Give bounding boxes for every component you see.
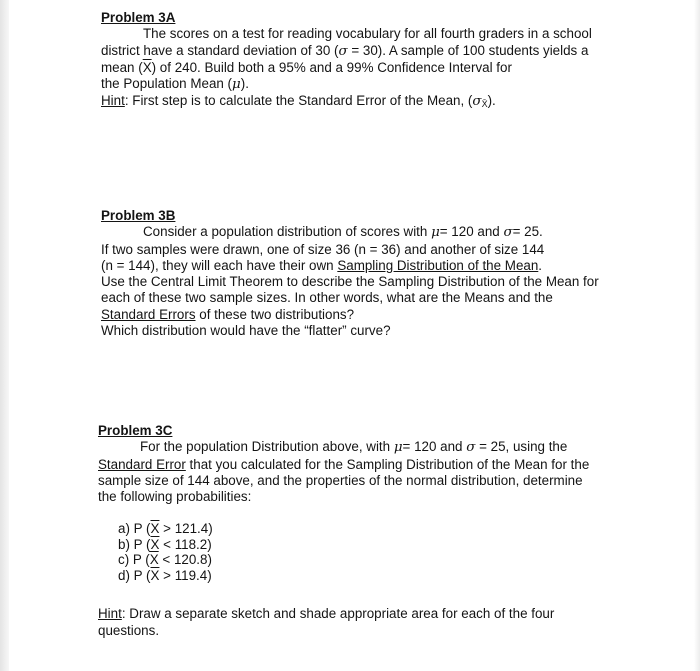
text-segment: = 120 and: [439, 224, 504, 240]
text-segment: : Draw a separate sketch and shade appropriate area for each of the four: [121, 606, 555, 622]
text-segment: of these two distributions?: [195, 306, 355, 322]
mu-symbol: μ: [393, 440, 403, 456]
text-segment: > 121.4): [159, 521, 213, 537]
problem-3b-line-4: Use the Central Limit Theorem to describe the Sampling Distribution of the Mean for: [101, 274, 599, 290]
problem-3b-line-6: [101, 307, 661, 323]
standard-errors-term: Standard Errors: [101, 306, 196, 322]
text-segment: > 119.4): [159, 567, 212, 583]
text-segment: = 120 and: [402, 439, 467, 455]
x-bar-symbol: $\overline{X}$: [150, 536, 160, 552]
x-bar-symbol: $\overline{X}$: [149, 552, 159, 568]
probability-list: [98, 521, 658, 583]
text-segment: = 30). A sample of 100 students yields a: [347, 42, 589, 58]
text-segment: c) P (: [118, 552, 150, 568]
x-bar-symbol: $\overline{X}$: [150, 521, 160, 537]
problem-3a: [101, 10, 661, 113]
problem-3c-line-2: [98, 457, 658, 473]
text-segment: < 118.2): [159, 536, 212, 552]
mu-symbol: μ: [431, 225, 440, 241]
sampling-distribution-term: Sampling Distribution of the Mean: [337, 257, 539, 273]
text-segment: mean (: [101, 59, 143, 75]
problem-3c-hint-line-1: [98, 606, 658, 622]
sigma-symbol: σ: [472, 94, 482, 110]
text-segment: that you calculated for the Sampling Distribution of the Mean for the: [185, 456, 590, 472]
problem-3c: [98, 423, 658, 639]
problem-3c-hint-line-2: questions.: [98, 622, 160, 638]
problem-3b-line-7: Which distribution would have the “flatter” curve?: [101, 323, 391, 339]
problem-3a-hint: [101, 93, 661, 112]
text-segment: ).: [487, 93, 496, 109]
text-segment: For the population Distribution above, with: [140, 439, 394, 455]
hint-label: Hint: [98, 606, 122, 622]
problem-3b-line-3: [101, 258, 661, 274]
probability-item-c: [118, 552, 658, 568]
text-segment: b) P (: [118, 536, 151, 552]
text-segment: (n = 144), they will each have their own: [101, 257, 338, 273]
text-segment: .: [538, 257, 543, 273]
x-bar-symbol: $\overline{X}$: [142, 59, 152, 75]
text-segment: ).: [240, 76, 249, 92]
x-bar-symbol: $\overline{X}$: [150, 567, 160, 583]
probability-item-d: [118, 568, 658, 584]
probability-item-a: [118, 521, 658, 537]
text-segment: Consider a population distribution of scores with: [143, 224, 432, 240]
problem-3c-hint: [98, 606, 658, 639]
problem-3c-line-4: the following probabilities:: [98, 489, 252, 505]
sigma-symbol: σ: [466, 440, 476, 456]
problem-3b-line-2: If two samples were drawn, one of size 36 (n = 36) and another of size 144: [101, 241, 545, 257]
text-segment: a) P (: [118, 521, 151, 537]
page-left-edge-shadow: [0, 0, 9, 671]
problem-3a-title: Problem 3A: [101, 10, 176, 25]
probability-item-b: [118, 537, 658, 553]
problem-3c-title: Problem 3C: [98, 423, 173, 438]
sigma-symbol: σ: [503, 225, 513, 241]
text-segment: : First step is to calculate the Standard Error of the Mean, (: [124, 93, 473, 109]
text-segment: district have a standard deviation of 30 (: [101, 42, 339, 58]
text-segment: d) P (: [118, 567, 151, 583]
mu-symbol: μ: [232, 77, 241, 93]
problem-3b-line-5: each of these two sample sizes. In other words, what are the Means and the: [101, 290, 553, 306]
text-segment: the Population Mean (: [101, 76, 233, 92]
problem-3b: [101, 208, 661, 339]
page-right-edge-shadow: [694, 0, 700, 671]
x-bar-subscript: X̄: [481, 99, 488, 110]
problem-3b-title: Problem 3B: [101, 208, 176, 223]
problem-3c-line-1: [98, 439, 658, 456]
text-segment: ) of 240. Build both a 95% and a 99% Confidence Interval for: [151, 59, 512, 75]
text-segment: < 120.8): [158, 552, 212, 568]
standard-error-term: Standard Error: [98, 456, 186, 472]
problem-3c-line-3: sample size of 144 above, and the properties of the normal distribution, determine: [98, 472, 583, 488]
problem-3a-line-3: [101, 60, 661, 76]
problem-3a-line-1: The scores on a test for reading vocabulary for all fourth graders in a school: [143, 26, 592, 42]
problem-3a-line-4: [101, 76, 661, 93]
problem-3a-line-2: [101, 43, 661, 60]
problem-3b-line-1: [101, 224, 661, 241]
text-segment: = 25.: [512, 224, 543, 240]
hint-label: Hint: [101, 93, 125, 109]
sigma-symbol: σ: [338, 43, 348, 59]
text-segment: = 25, using the: [475, 439, 568, 455]
